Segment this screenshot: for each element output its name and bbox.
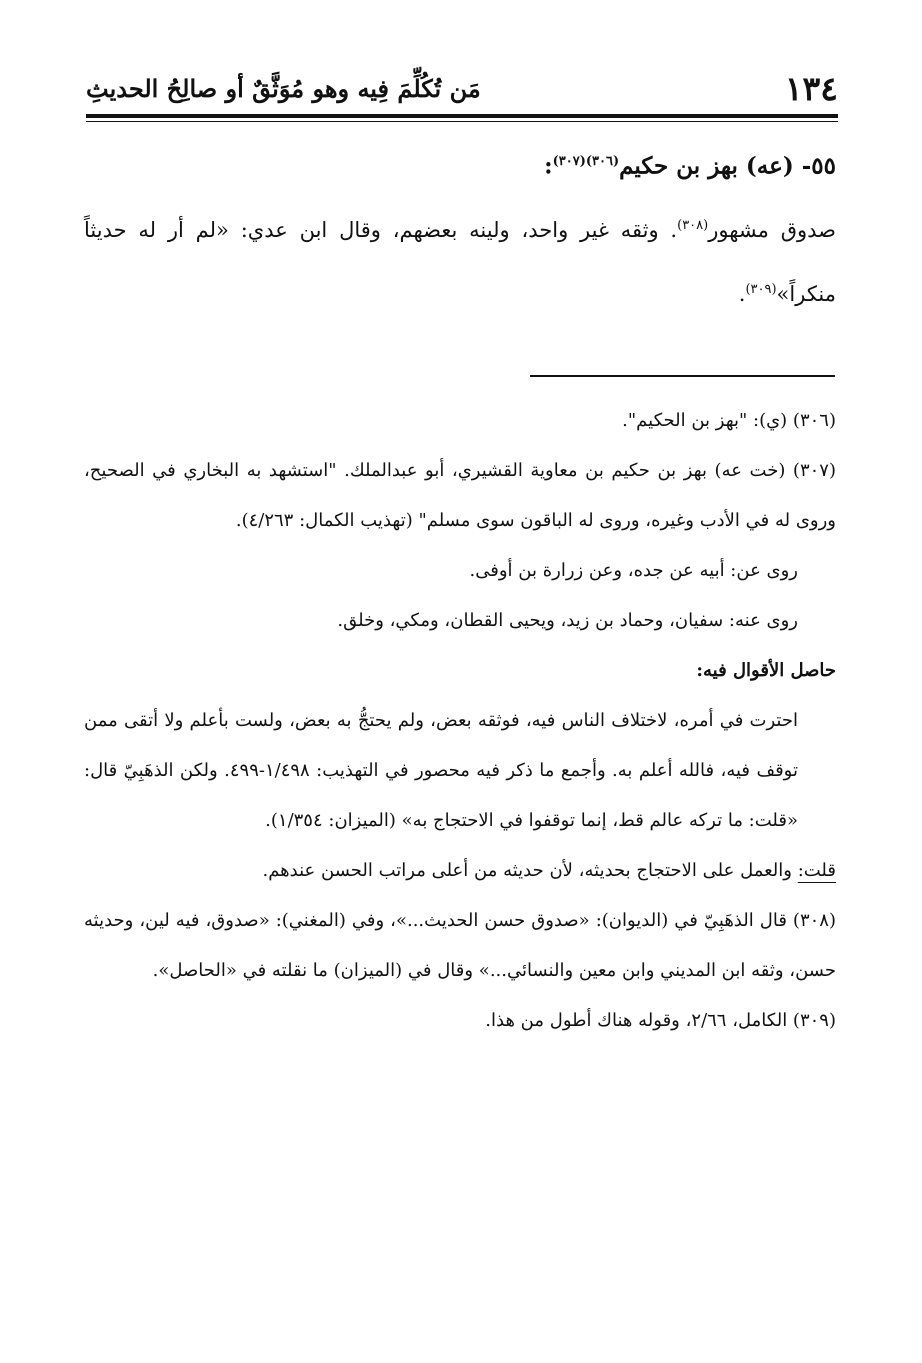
footnote-ref-309[interactable]: (٣٠٩) — [745, 282, 777, 297]
entry-body — [84, 196, 836, 324]
entry-body-part1: صدوق مشهور — [708, 218, 836, 242]
header-rule-thin — [86, 121, 838, 122]
footnote-307-narrated-by: روى عنه: سفيان، وحماد بن زيد، ويحيى القطان، ومكي، وخلق. — [337, 610, 798, 631]
footnote-306: (٣٠٦) (ي): "بهز بن الحكيم". — [622, 410, 836, 431]
entry-heading-text: ٥٥- (عه) بهز بن حكيم — [619, 152, 836, 180]
footnote-307-summary: احترت في أمره، لاختلاف الناس فيه، فوثقه بعض، ولم يحتجُّ به بعض، ولست بأعلم ولا أتقى ممن توقف فيه، فالله أعلم به. وأجمع ما ذكر فيه محصور في التهذيب: ١/٤٩٨-٤٩٩. ولكن الذهَبِيّ قال: «قلت: ما تركه عالم قط، إنما توقفوا في الاحتجاج به» (الميزان: ١/٣٥٤). — [84, 710, 798, 831]
footnote-ref-308[interactable]: (٣٠٨) — [677, 218, 709, 233]
entry-body-end: . — [738, 282, 746, 306]
footnotes — [84, 396, 836, 1046]
entry-body-part2: . وثقه غير واحد، ولينه بعضهم، وقال ابن عدي: «لم أر له حديثاً منكراً» — [84, 218, 836, 306]
footnote-309: (٣٠٩) الكامل، ٢/٦٦، وقوله هناك أطول من هذا. — [485, 1010, 836, 1031]
header-rule-thick — [86, 114, 838, 118]
footnote-ref-306-307[interactable]: (٣٠٦)(٣٠٧) — [552, 154, 620, 169]
footnote-307-narrated-from: روى عن: أبيه عن جده، وعن زرارة بن أوفى. — [469, 560, 798, 581]
page-number: ١٣٤ — [784, 68, 838, 108]
footnote-307-note-text: والعمل على الاحتجاج بحديثه، لأن حديثه من أعلى مراتب الحسن عندهم. — [262, 860, 798, 881]
entry-heading-colon: : — [544, 152, 553, 180]
footnote-307: (٣٠٧) (خت عه) بهز بن حكيم بن معاوية القشيري، أبو عبدالملك. "استشهد به البخاري في الصحيح، وروى له في الأدب وغيره، وروى له الباقون سوى مسلم" (تهذيب الكمال: ٤/٢٦٣). — [84, 460, 836, 531]
footnote-separator — [530, 375, 835, 377]
footnote-307-summary-heading: حاصل الأقوال فيه: — [696, 660, 836, 681]
entry-heading — [84, 140, 836, 189]
running-title: مَن تُكُلِّمَ فِيه وهو مُوَثَّقٌ أو صالِحُ الحديثِ — [86, 73, 481, 103]
page-header — [86, 62, 838, 114]
footnote-307-note-label: قلت: — [797, 860, 836, 881]
footnote-307-note — [84, 846, 836, 896]
footnote-308: (٣٠٨) قال الذهَبِيّ في (الديوان): «صدوق حسن الحديث...»، وفي (المغني): «صدوق، فيه لين، وحديثه حسن، وثقه ابن المديني وابن معين والنسائي...» وقال في (الميزان) ما نقلته في «الحاصل». — [84, 910, 836, 981]
